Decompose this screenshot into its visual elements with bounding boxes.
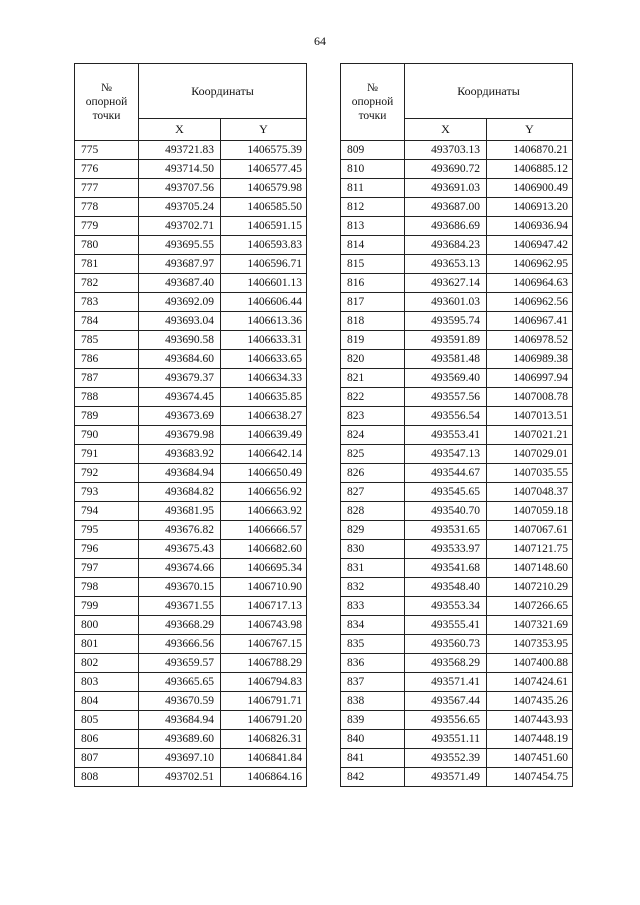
x-coordinate-cell: 493544.67 bbox=[405, 464, 487, 483]
point-number-cell: 811 bbox=[341, 179, 405, 198]
y-coordinate-cell: 1406791.71 bbox=[221, 692, 307, 711]
y-coordinate-cell: 1407121.75 bbox=[487, 540, 573, 559]
y-coordinate-cell: 1406634.33 bbox=[221, 369, 307, 388]
point-number-cell: 834 bbox=[341, 616, 405, 635]
x-coordinate-cell: 493668.29 bbox=[139, 616, 221, 635]
x-coordinate-cell: 493541.68 bbox=[405, 559, 487, 578]
y-coordinate-cell: 1406962.95 bbox=[487, 255, 573, 274]
x-coordinate-cell: 493707.56 bbox=[139, 179, 221, 198]
y-coordinate-cell: 1406791.20 bbox=[221, 711, 307, 730]
x-coordinate-cell: 493674.66 bbox=[139, 559, 221, 578]
x-coordinate-cell: 493684.60 bbox=[139, 350, 221, 369]
point-number-cell: 820 bbox=[341, 350, 405, 369]
y-coordinate-cell: 1407321.69 bbox=[487, 616, 573, 635]
table-row bbox=[75, 445, 307, 464]
y-coordinate-cell: 1407148.60 bbox=[487, 559, 573, 578]
table-row bbox=[341, 692, 573, 711]
y-coordinate-cell: 1406794.83 bbox=[221, 673, 307, 692]
x-coordinate-cell: 493659.57 bbox=[139, 654, 221, 673]
point-number-cell: 831 bbox=[341, 559, 405, 578]
point-number-cell: 799 bbox=[75, 597, 139, 616]
table-row bbox=[341, 255, 573, 274]
table-row bbox=[341, 540, 573, 559]
y-coordinate-cell: 1406642.14 bbox=[221, 445, 307, 464]
x-coordinate-cell: 493571.49 bbox=[405, 768, 487, 787]
y-coordinate-cell: 1407266.65 bbox=[487, 597, 573, 616]
x-coordinate-cell: 493702.51 bbox=[139, 768, 221, 787]
x-coordinate-cell: 493695.55 bbox=[139, 236, 221, 255]
x-coordinate-cell: 493687.00 bbox=[405, 198, 487, 217]
point-number-header-line1: № bbox=[101, 82, 112, 94]
point-number-cell: 781 bbox=[75, 255, 139, 274]
x-column-header: X bbox=[139, 119, 221, 141]
x-coordinate-cell: 493702.71 bbox=[139, 217, 221, 236]
y-coordinate-cell: 1406639.49 bbox=[221, 426, 307, 445]
y-coordinate-cell: 1406989.38 bbox=[487, 350, 573, 369]
x-coordinate-cell: 493705.24 bbox=[139, 198, 221, 217]
table-row bbox=[75, 597, 307, 616]
y-coordinate-cell: 1406962.56 bbox=[487, 293, 573, 312]
point-number-cell: 797 bbox=[75, 559, 139, 578]
x-coordinate-cell: 493591.89 bbox=[405, 331, 487, 350]
table-row bbox=[75, 540, 307, 559]
point-number-cell: 782 bbox=[75, 274, 139, 293]
table-row bbox=[75, 160, 307, 179]
x-coordinate-cell: 493569.40 bbox=[405, 369, 487, 388]
table-row bbox=[341, 673, 573, 692]
point-number-cell: 840 bbox=[341, 730, 405, 749]
point-number-header-line2: опорной bbox=[85, 96, 128, 108]
point-number-cell: 803 bbox=[75, 673, 139, 692]
x-column-header: X bbox=[405, 119, 487, 141]
point-number-cell: 796 bbox=[75, 540, 139, 559]
y-coordinate-cell: 1407210.29 bbox=[487, 578, 573, 597]
y-coordinate-cell: 1406864.16 bbox=[221, 768, 307, 787]
y-column-header: Y bbox=[221, 119, 307, 141]
x-coordinate-cell: 493676.82 bbox=[139, 521, 221, 540]
point-number-header bbox=[341, 64, 405, 141]
x-coordinate-cell: 493556.54 bbox=[405, 407, 487, 426]
point-number-cell: 819 bbox=[341, 331, 405, 350]
coordinate-table-left-body bbox=[75, 141, 307, 787]
x-coordinate-cell: 493553.34 bbox=[405, 597, 487, 616]
point-number-cell: 823 bbox=[341, 407, 405, 426]
table-row bbox=[341, 502, 573, 521]
x-coordinate-cell: 493714.50 bbox=[139, 160, 221, 179]
y-coordinate-cell: 1406767.15 bbox=[221, 635, 307, 654]
point-number-cell: 785 bbox=[75, 331, 139, 350]
y-coordinate-cell: 1407353.95 bbox=[487, 635, 573, 654]
point-number-cell: 815 bbox=[341, 255, 405, 274]
point-number-cell: 800 bbox=[75, 616, 139, 635]
point-number-cell: 812 bbox=[341, 198, 405, 217]
table-row bbox=[341, 426, 573, 445]
table-row bbox=[75, 198, 307, 217]
point-number-cell: 789 bbox=[75, 407, 139, 426]
table-row bbox=[341, 521, 573, 540]
x-coordinate-cell: 493540.70 bbox=[405, 502, 487, 521]
y-coordinate-cell: 1406913.20 bbox=[487, 198, 573, 217]
point-number-cell: 779 bbox=[75, 217, 139, 236]
y-coordinate-cell: 1407048.37 bbox=[487, 483, 573, 502]
y-coordinate-cell: 1406585.50 bbox=[221, 198, 307, 217]
point-number-cell: 802 bbox=[75, 654, 139, 673]
table-row bbox=[75, 730, 307, 749]
y-coordinate-cell: 1406695.34 bbox=[221, 559, 307, 578]
table-row bbox=[341, 350, 573, 369]
point-number-header-line3: точки bbox=[358, 110, 387, 122]
point-number-cell: 828 bbox=[341, 502, 405, 521]
point-number-cell: 790 bbox=[75, 426, 139, 445]
x-coordinate-cell: 493690.72 bbox=[405, 160, 487, 179]
x-coordinate-cell: 493653.13 bbox=[405, 255, 487, 274]
table-row bbox=[341, 179, 573, 198]
x-coordinate-cell: 493671.55 bbox=[139, 597, 221, 616]
x-coordinate-cell: 493595.74 bbox=[405, 312, 487, 331]
x-coordinate-cell: 493531.65 bbox=[405, 521, 487, 540]
y-coordinate-cell: 1406575.39 bbox=[221, 141, 307, 160]
point-number-header-line3: точки bbox=[92, 110, 121, 122]
y-coordinate-cell: 1406638.27 bbox=[221, 407, 307, 426]
coordinate-table-right bbox=[340, 63, 573, 787]
x-coordinate-cell: 493687.97 bbox=[139, 255, 221, 274]
table-row bbox=[75, 141, 307, 160]
point-number-cell: 795 bbox=[75, 521, 139, 540]
table-row bbox=[341, 369, 573, 388]
y-coordinate-cell: 1407029.01 bbox=[487, 445, 573, 464]
y-coordinate-cell: 1406650.49 bbox=[221, 464, 307, 483]
table-row bbox=[341, 616, 573, 635]
table-row bbox=[341, 331, 573, 350]
table-row bbox=[75, 654, 307, 673]
point-number-cell: 783 bbox=[75, 293, 139, 312]
point-number-cell: 780 bbox=[75, 236, 139, 255]
point-number-cell: 839 bbox=[341, 711, 405, 730]
x-coordinate-cell: 493673.69 bbox=[139, 407, 221, 426]
x-coordinate-cell: 493551.11 bbox=[405, 730, 487, 749]
table-row bbox=[341, 141, 573, 160]
y-coordinate-cell: 1406788.29 bbox=[221, 654, 307, 673]
table-row bbox=[75, 217, 307, 236]
y-coordinate-cell: 1407013.51 bbox=[487, 407, 573, 426]
y-coordinate-cell: 1407424.61 bbox=[487, 673, 573, 692]
point-number-cell: 818 bbox=[341, 312, 405, 331]
table-row bbox=[75, 559, 307, 578]
x-coordinate-cell: 493571.41 bbox=[405, 673, 487, 692]
y-coordinate-cell: 1406577.45 bbox=[221, 160, 307, 179]
table-row bbox=[75, 388, 307, 407]
table-row bbox=[75, 350, 307, 369]
x-coordinate-cell: 493666.56 bbox=[139, 635, 221, 654]
x-coordinate-cell: 493690.58 bbox=[139, 331, 221, 350]
table-row bbox=[341, 217, 573, 236]
table-row bbox=[341, 160, 573, 179]
x-coordinate-cell: 493689.60 bbox=[139, 730, 221, 749]
x-coordinate-cell: 493697.10 bbox=[139, 749, 221, 768]
point-number-cell: 837 bbox=[341, 673, 405, 692]
point-number-cell: 801 bbox=[75, 635, 139, 654]
point-number-cell: 816 bbox=[341, 274, 405, 293]
table-row bbox=[75, 749, 307, 768]
y-coordinate-cell: 1407435.26 bbox=[487, 692, 573, 711]
point-number-cell: 788 bbox=[75, 388, 139, 407]
table-row bbox=[341, 388, 573, 407]
y-coordinate-cell: 1406635.85 bbox=[221, 388, 307, 407]
table-row bbox=[341, 198, 573, 217]
table-row bbox=[75, 673, 307, 692]
y-coordinate-cell: 1406663.92 bbox=[221, 502, 307, 521]
point-number-cell: 817 bbox=[341, 293, 405, 312]
y-coordinate-cell: 1406593.83 bbox=[221, 236, 307, 255]
table-row bbox=[341, 312, 573, 331]
y-column-header: Y bbox=[487, 119, 573, 141]
y-coordinate-cell: 1406717.13 bbox=[221, 597, 307, 616]
table-row bbox=[75, 711, 307, 730]
point-number-cell: 827 bbox=[341, 483, 405, 502]
y-coordinate-cell: 1406826.31 bbox=[221, 730, 307, 749]
y-coordinate-cell: 1407448.19 bbox=[487, 730, 573, 749]
y-coordinate-cell: 1407059.18 bbox=[487, 502, 573, 521]
table-row bbox=[75, 502, 307, 521]
point-number-cell: 813 bbox=[341, 217, 405, 236]
x-coordinate-cell: 493556.65 bbox=[405, 711, 487, 730]
point-number-cell: 808 bbox=[75, 768, 139, 787]
y-coordinate-cell: 1407443.93 bbox=[487, 711, 573, 730]
point-number-cell: 804 bbox=[75, 692, 139, 711]
point-number-cell: 830 bbox=[341, 540, 405, 559]
point-number-cell: 842 bbox=[341, 768, 405, 787]
x-coordinate-cell: 493721.83 bbox=[139, 141, 221, 160]
x-coordinate-cell: 493627.14 bbox=[405, 274, 487, 293]
table-row bbox=[75, 768, 307, 787]
table-row bbox=[75, 331, 307, 350]
x-coordinate-cell: 493687.40 bbox=[139, 274, 221, 293]
x-coordinate-cell: 493675.43 bbox=[139, 540, 221, 559]
x-coordinate-cell: 493548.40 bbox=[405, 578, 487, 597]
point-number-cell: 776 bbox=[75, 160, 139, 179]
x-coordinate-cell: 493601.03 bbox=[405, 293, 487, 312]
y-coordinate-cell: 1406633.65 bbox=[221, 350, 307, 369]
point-number-cell: 832 bbox=[341, 578, 405, 597]
y-coordinate-cell: 1406591.15 bbox=[221, 217, 307, 236]
point-number-cell: 792 bbox=[75, 464, 139, 483]
point-number-cell: 798 bbox=[75, 578, 139, 597]
y-coordinate-cell: 1407454.75 bbox=[487, 768, 573, 787]
point-number-header-line1: № bbox=[367, 82, 378, 94]
point-number-cell: 814 bbox=[341, 236, 405, 255]
table-row bbox=[75, 312, 307, 331]
point-number-cell: 825 bbox=[341, 445, 405, 464]
x-coordinate-cell: 493665.65 bbox=[139, 673, 221, 692]
coordinate-table-right-body bbox=[341, 141, 573, 787]
x-coordinate-cell: 493670.15 bbox=[139, 578, 221, 597]
x-coordinate-cell: 493560.73 bbox=[405, 635, 487, 654]
table-row bbox=[75, 692, 307, 711]
table-row bbox=[75, 236, 307, 255]
table-row bbox=[341, 274, 573, 293]
table-row bbox=[341, 445, 573, 464]
point-number-header bbox=[75, 64, 139, 141]
y-coordinate-cell: 1406841.84 bbox=[221, 749, 307, 768]
x-coordinate-cell: 493674.45 bbox=[139, 388, 221, 407]
point-number-cell: 835 bbox=[341, 635, 405, 654]
y-coordinate-cell: 1407067.61 bbox=[487, 521, 573, 540]
point-number-header-line2: опорной bbox=[351, 96, 394, 108]
x-coordinate-cell: 493557.56 bbox=[405, 388, 487, 407]
point-number-cell: 775 bbox=[75, 141, 139, 160]
point-number-cell: 794 bbox=[75, 502, 139, 521]
table-row bbox=[341, 578, 573, 597]
x-coordinate-cell: 493553.41 bbox=[405, 426, 487, 445]
coordinates-header: Координаты bbox=[405, 64, 573, 119]
y-coordinate-cell: 1406613.36 bbox=[221, 312, 307, 331]
x-coordinate-cell: 493686.69 bbox=[405, 217, 487, 236]
table-row bbox=[75, 483, 307, 502]
y-coordinate-cell: 1406596.71 bbox=[221, 255, 307, 274]
y-coordinate-cell: 1406682.60 bbox=[221, 540, 307, 559]
table-row bbox=[75, 179, 307, 198]
point-number-cell: 838 bbox=[341, 692, 405, 711]
y-coordinate-cell: 1406964.63 bbox=[487, 274, 573, 293]
y-coordinate-cell: 1407451.60 bbox=[487, 749, 573, 768]
y-coordinate-cell: 1406710.90 bbox=[221, 578, 307, 597]
y-coordinate-cell: 1407400.88 bbox=[487, 654, 573, 673]
x-coordinate-cell: 493581.48 bbox=[405, 350, 487, 369]
x-coordinate-cell: 493684.94 bbox=[139, 711, 221, 730]
table-row bbox=[341, 635, 573, 654]
y-coordinate-cell: 1406978.52 bbox=[487, 331, 573, 350]
point-number-cell: 793 bbox=[75, 483, 139, 502]
point-number-cell: 841 bbox=[341, 749, 405, 768]
point-number-cell: 809 bbox=[341, 141, 405, 160]
table-row bbox=[75, 616, 307, 635]
y-coordinate-cell: 1406967.41 bbox=[487, 312, 573, 331]
x-coordinate-cell: 493545.65 bbox=[405, 483, 487, 502]
point-number-cell: 829 bbox=[341, 521, 405, 540]
y-coordinate-cell: 1406947.42 bbox=[487, 236, 573, 255]
point-number-cell: 836 bbox=[341, 654, 405, 673]
table-row bbox=[341, 768, 573, 787]
x-coordinate-cell: 493692.09 bbox=[139, 293, 221, 312]
table-row bbox=[341, 711, 573, 730]
x-coordinate-cell: 493683.92 bbox=[139, 445, 221, 464]
x-coordinate-cell: 493679.98 bbox=[139, 426, 221, 445]
point-number-cell: 826 bbox=[341, 464, 405, 483]
y-coordinate-cell: 1406885.12 bbox=[487, 160, 573, 179]
y-coordinate-cell: 1406633.31 bbox=[221, 331, 307, 350]
table-row bbox=[341, 597, 573, 616]
y-coordinate-cell: 1406997.94 bbox=[487, 369, 573, 388]
x-coordinate-cell: 493552.39 bbox=[405, 749, 487, 768]
x-coordinate-cell: 493684.23 bbox=[405, 236, 487, 255]
table-row bbox=[75, 578, 307, 597]
table-row bbox=[75, 369, 307, 388]
y-coordinate-cell: 1407035.55 bbox=[487, 464, 573, 483]
table-row bbox=[341, 730, 573, 749]
y-coordinate-cell: 1406936.94 bbox=[487, 217, 573, 236]
table-row bbox=[341, 559, 573, 578]
table-row bbox=[75, 464, 307, 483]
table-row bbox=[341, 483, 573, 502]
table-row bbox=[341, 293, 573, 312]
x-coordinate-cell: 493684.94 bbox=[139, 464, 221, 483]
x-coordinate-cell: 493670.59 bbox=[139, 692, 221, 711]
table-row bbox=[75, 274, 307, 293]
point-number-cell: 833 bbox=[341, 597, 405, 616]
table-row bbox=[75, 521, 307, 540]
y-coordinate-cell: 1406601.13 bbox=[221, 274, 307, 293]
table-row bbox=[75, 635, 307, 654]
x-coordinate-cell: 493684.82 bbox=[139, 483, 221, 502]
y-coordinate-cell: 1406579.98 bbox=[221, 179, 307, 198]
x-coordinate-cell: 493547.13 bbox=[405, 445, 487, 464]
point-number-cell: 806 bbox=[75, 730, 139, 749]
point-number-cell: 822 bbox=[341, 388, 405, 407]
x-coordinate-cell: 493555.41 bbox=[405, 616, 487, 635]
point-number-cell: 777 bbox=[75, 179, 139, 198]
y-coordinate-cell: 1406666.57 bbox=[221, 521, 307, 540]
x-coordinate-cell: 493679.37 bbox=[139, 369, 221, 388]
table-row bbox=[75, 293, 307, 312]
table-row bbox=[75, 426, 307, 445]
x-coordinate-cell: 493567.44 bbox=[405, 692, 487, 711]
y-coordinate-cell: 1406870.21 bbox=[487, 141, 573, 160]
point-number-cell: 821 bbox=[341, 369, 405, 388]
y-coordinate-cell: 1406900.49 bbox=[487, 179, 573, 198]
table-row bbox=[341, 749, 573, 768]
point-number-cell: 784 bbox=[75, 312, 139, 331]
table-row bbox=[341, 654, 573, 673]
x-coordinate-cell: 493703.13 bbox=[405, 141, 487, 160]
coordinates-header: Координаты bbox=[139, 64, 307, 119]
x-coordinate-cell: 493693.04 bbox=[139, 312, 221, 331]
x-coordinate-cell: 493533.97 bbox=[405, 540, 487, 559]
page-number: 64 bbox=[314, 34, 326, 48]
point-number-cell: 810 bbox=[341, 160, 405, 179]
point-number-cell: 807 bbox=[75, 749, 139, 768]
point-number-cell: 786 bbox=[75, 350, 139, 369]
x-coordinate-cell: 493691.03 bbox=[405, 179, 487, 198]
table-row bbox=[75, 407, 307, 426]
table-row bbox=[75, 255, 307, 274]
x-coordinate-cell: 493681.95 bbox=[139, 502, 221, 521]
point-number-cell: 805 bbox=[75, 711, 139, 730]
table-row bbox=[341, 407, 573, 426]
table-row bbox=[341, 236, 573, 255]
y-coordinate-cell: 1406656.92 bbox=[221, 483, 307, 502]
table-row bbox=[341, 464, 573, 483]
y-coordinate-cell: 1406606.44 bbox=[221, 293, 307, 312]
y-coordinate-cell: 1406743.98 bbox=[221, 616, 307, 635]
y-coordinate-cell: 1407021.21 bbox=[487, 426, 573, 445]
point-number-cell: 778 bbox=[75, 198, 139, 217]
point-number-cell: 791 bbox=[75, 445, 139, 464]
point-number-cell: 787 bbox=[75, 369, 139, 388]
coordinate-table-left bbox=[74, 63, 307, 787]
y-coordinate-cell: 1407008.78 bbox=[487, 388, 573, 407]
point-number-cell: 824 bbox=[341, 426, 405, 445]
x-coordinate-cell: 493568.29 bbox=[405, 654, 487, 673]
